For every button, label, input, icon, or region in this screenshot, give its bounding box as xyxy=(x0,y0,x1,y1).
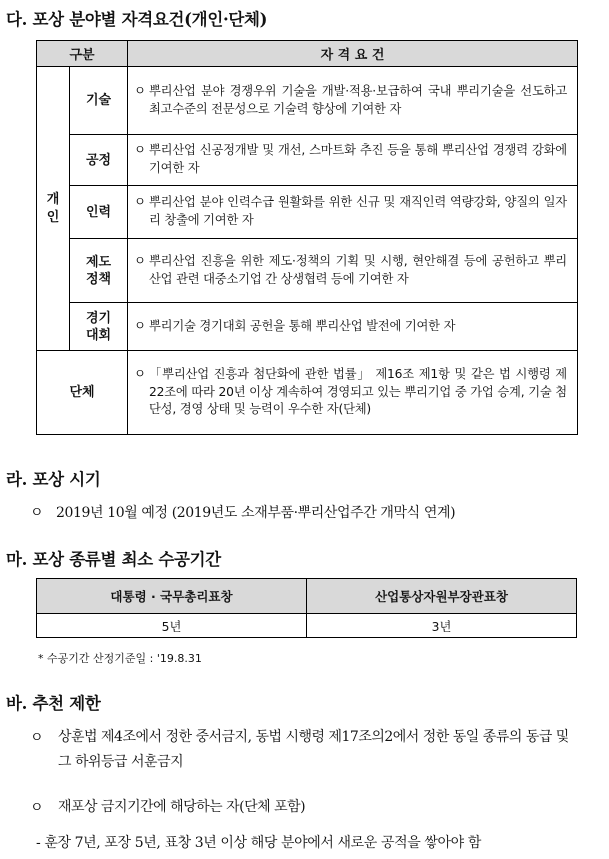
table-row xyxy=(37,135,578,186)
bullet-marker: ㅇ xyxy=(134,83,146,98)
period-note: * 수공기간 산정기준일 : '19.8.31 xyxy=(38,652,202,665)
section-title-timing: 라. 포상 시기 xyxy=(6,470,101,489)
requirement-text: 뿌리산업 진흥을 위한 제도·정책의 기획 및 시행, 현안해결 등에 공헌하고 뿌리산업 관련 대중소기업 간 상생협력 등에 기여한 자 xyxy=(149,253,567,286)
timing-line xyxy=(30,502,455,522)
bullet-marker: ㅇ xyxy=(134,367,146,382)
table-row xyxy=(37,239,578,303)
bullet-marker: ㅇ xyxy=(30,505,44,521)
table-header-row xyxy=(37,579,577,614)
table-row xyxy=(37,351,578,435)
sub-category: 기술 xyxy=(70,67,128,135)
sub-category: 경기 대회 xyxy=(70,303,128,351)
bullet-marker: ㅇ xyxy=(134,195,146,210)
requirement-cell xyxy=(128,351,578,435)
bullet-marker: ㅇ xyxy=(134,253,146,268)
header-requirements: 자 격 요 건 xyxy=(128,41,578,67)
requirement-cell xyxy=(128,303,578,351)
group-organization: 단체 xyxy=(37,351,128,435)
bullet-marker: ㅇ xyxy=(134,143,146,158)
sub-category: 제도 정책 xyxy=(70,239,128,303)
requirement-cell xyxy=(128,135,578,186)
requirement-text: 「뿌리산업 진흥과 첨단화에 관한 법률」 제16조 제1항 및 같은 법 시행령 제22조에 따라 20년 이상 계속하여 경영되고 있는 뿌리기업 중 가업 승계, 기술 첨단성, 경영 상태 및 능력이 우수한 자(단체) xyxy=(149,367,567,417)
requirement-cell xyxy=(128,67,578,135)
table-header-row xyxy=(37,41,578,67)
requirement-text: 뿌리산업 분야 인력수급 원활화를 위한 신규 및 재직인력 역량강화, 양질의 일자리 창출에 기여한 자 xyxy=(149,195,567,227)
requirement-text: 뿌리산업 신공정개발 및 개선, 스마트화 추진 등을 통해 뿌리산업 경쟁력 강화에 기여한 자 xyxy=(149,143,567,175)
header-category: 구분 xyxy=(37,41,128,67)
value-president-award: 5년 xyxy=(37,614,307,638)
requirement-cell xyxy=(128,239,578,303)
value-minister-award: 3년 xyxy=(307,614,577,638)
table-row xyxy=(37,186,578,239)
bullet-marker: ㅇ xyxy=(30,800,44,816)
header-minister-award: 산업통상자원부장관표창 xyxy=(307,579,577,614)
requirement-text: 뿌리기술 경기대회 공헌을 통해 뿌리산업 발전에 기여한 자 xyxy=(149,318,456,333)
bullet-marker: ㅇ xyxy=(134,318,146,333)
sub-category: 인력 xyxy=(70,186,128,239)
group-individual: 개 인 xyxy=(37,67,70,351)
restriction-item-1: 상훈법 제4조에서 정한 중서금지, 동법 시행령 제17조의2에서 정한 동일 종류의 동급 및 그 하위등급 서훈금지 xyxy=(58,729,569,770)
sub-category: 공정 xyxy=(70,135,128,186)
timing-text: 2019년 10월 예정 (2019년도 소재부품·뿌리산업주간 개막식 연계) xyxy=(56,505,456,521)
qualification-table xyxy=(36,40,578,435)
header-president-award: 대통령 · 국무총리표창 xyxy=(37,579,307,614)
bullet-marker: ㅇ xyxy=(30,730,44,746)
table-row xyxy=(37,614,577,638)
restriction-sub-item: - 훈장 7년, 포장 5년, 표창 3년 이상 해당 분야에서 새로운 공적을 쌓아야 함 xyxy=(36,835,481,851)
table-row xyxy=(37,67,578,135)
award-period-table xyxy=(36,578,577,638)
section-title-qualification: 다. 포상 분야별 자격요건(개인·단체) xyxy=(6,10,268,29)
section-title-restrictions: 바. 추천 제한 xyxy=(6,694,101,713)
restriction-item-2: 재포상 금지기간에 해당하는 자(단체 포함) xyxy=(58,799,306,815)
requirement-cell xyxy=(128,186,578,239)
table-row xyxy=(37,303,578,351)
requirement-text: 뿌리산업 분야 경쟁우위 기술을 개발·적용·보급하여 국내 뿌리기술을 선도하고 최고수준의 전문성으로 기술력 향상에 기여한 자 xyxy=(149,83,567,116)
section-title-min-period: 마. 포상 종류별 최소 수공기간 xyxy=(6,550,221,569)
